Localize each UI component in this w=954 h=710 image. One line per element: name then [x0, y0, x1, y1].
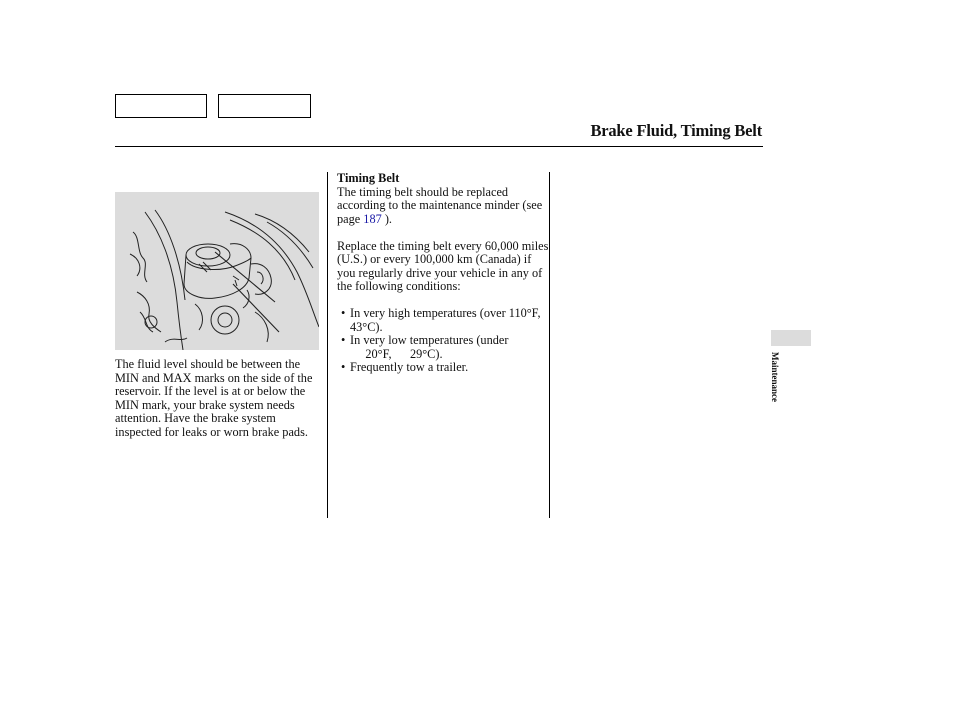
list-item-text: Frequently tow a trailer. [350, 360, 469, 374]
brake-fluid-reservoir-illustration [115, 192, 319, 350]
list-item-text: In very low temperatures (under 20°F, 29°C). [350, 333, 509, 361]
bullet-marker: • [341, 360, 346, 374]
column-divider [327, 172, 328, 518]
brake-fluid-text [115, 358, 325, 439]
list-item [337, 307, 549, 334]
list-item [337, 361, 549, 375]
spacer [337, 226, 549, 240]
section-tab-marker [771, 330, 811, 346]
timing-belt-section [337, 172, 549, 375]
timing-belt-intro [337, 186, 549, 227]
list-item-text: In very high temperatures (over 110°F, 43°C). [350, 306, 541, 334]
conditions-list [337, 307, 549, 375]
page-title: Brake Fluid, Timing Belt [590, 121, 762, 140]
section-tab-label: Maintenance [770, 352, 780, 402]
timing-belt-heading: Timing Belt [337, 171, 400, 185]
intro-text: The timing belt should be replaced according to the maintenance minder (see page [337, 184, 543, 226]
list-item [337, 334, 549, 361]
bullet-marker: • [341, 306, 346, 320]
title-rule [115, 146, 763, 147]
spacer [337, 294, 549, 308]
nav-button-next[interactable] [218, 94, 311, 118]
nav-button-previous[interactable] [115, 94, 207, 118]
timing-belt-paragraph: Replace the timing belt every 60,000 miles (U.S.) or every 100,000 km (Canada) if you regularly drive your vehicle in any of the following conditions: [337, 238, 549, 293]
page-reference-link[interactable]: 187 [363, 211, 382, 226]
brake-fluid-paragraph: The fluid level should be between the MIN and MAX marks on the side of the reservoir. If the level is at or below the MIN mark, your brake system needs attention. Have the brake system inspected for leaks or worn brake pads. [115, 357, 313, 439]
column-divider [549, 172, 550, 518]
intro-text-end: ). [381, 211, 392, 226]
bullet-marker: • [341, 333, 346, 347]
